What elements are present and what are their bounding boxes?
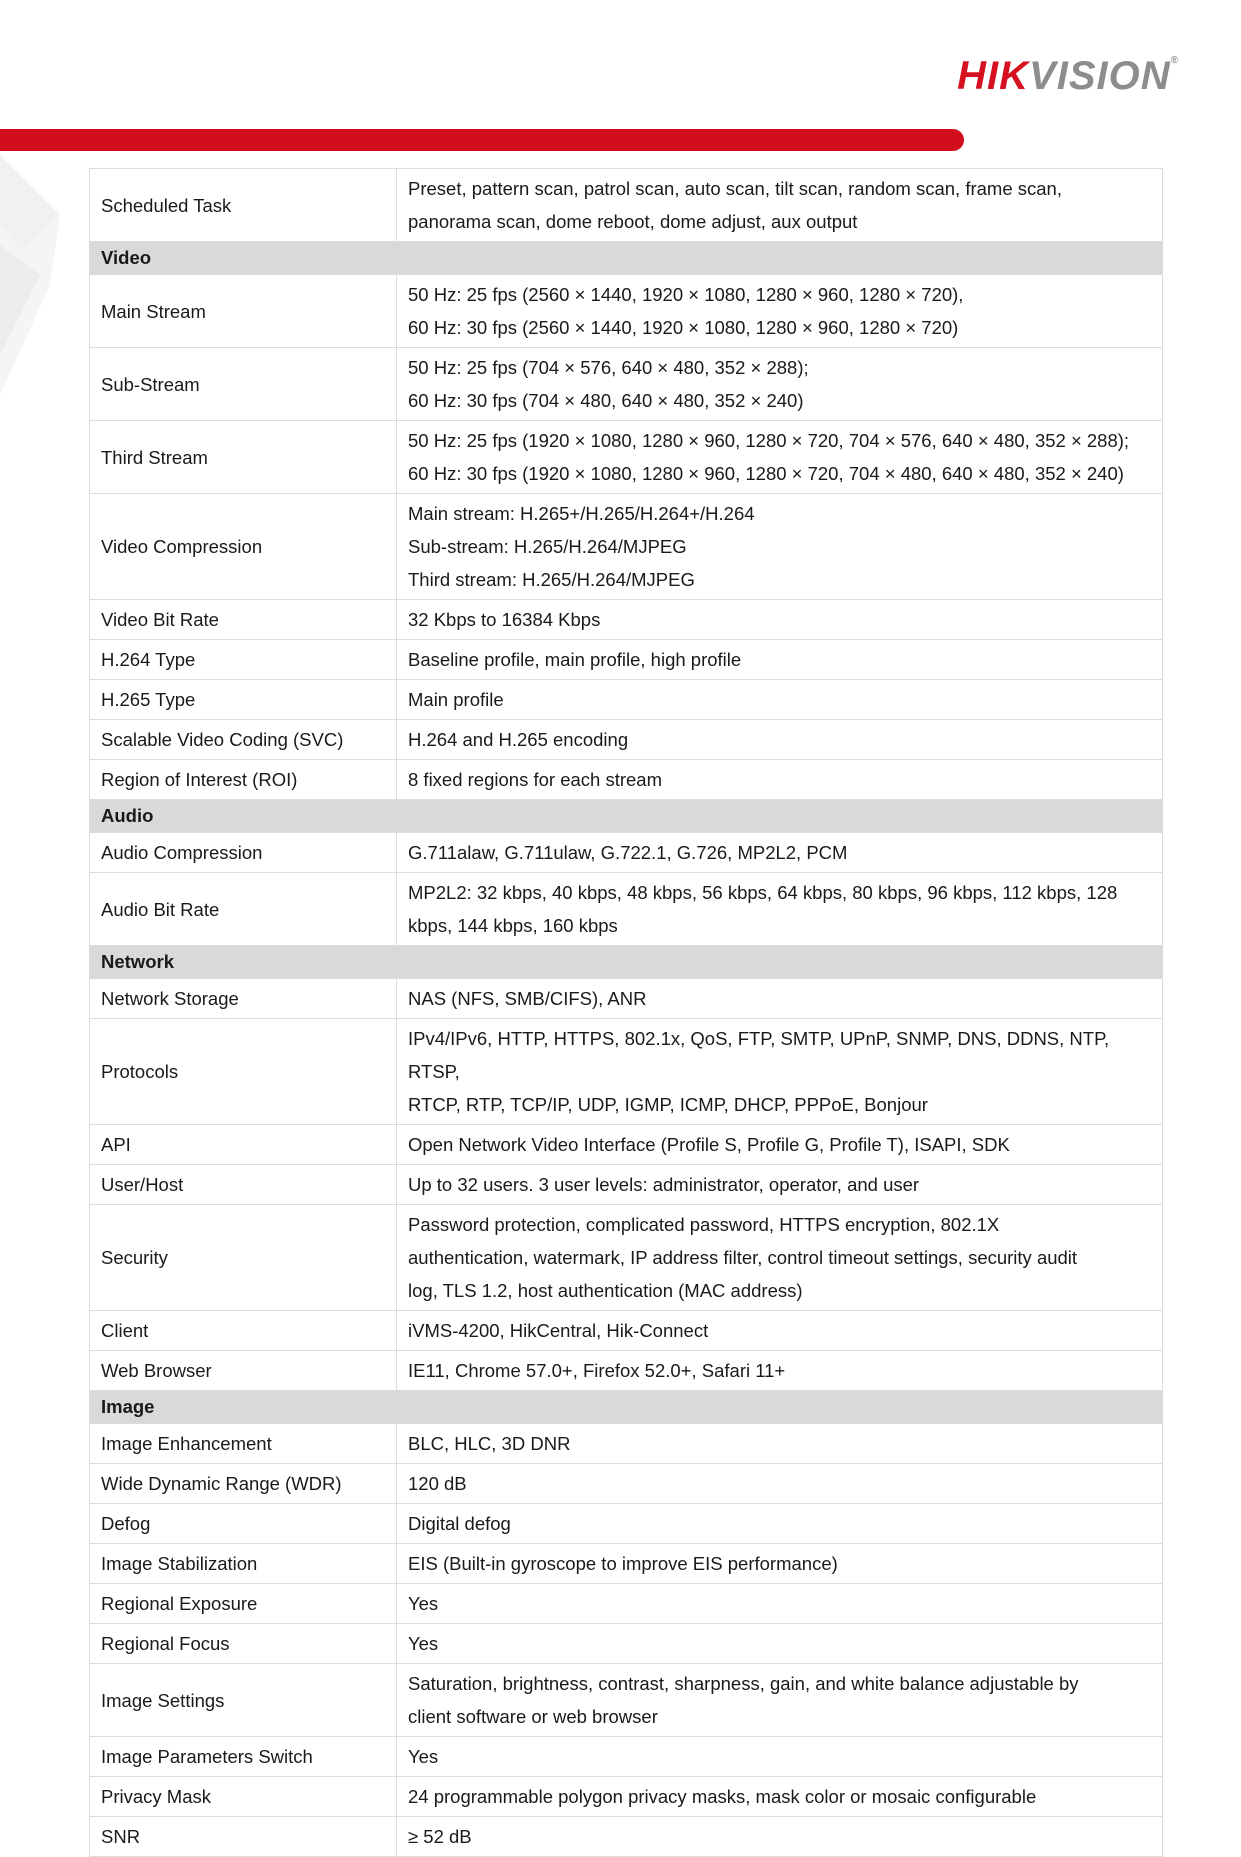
- spec-row: [90, 348, 1163, 421]
- spec-row: [90, 1737, 1163, 1777]
- spec-value-line: G.711alaw, G.711ulaw, G.722.1, G.726, MP2L2, PCM: [408, 842, 848, 863]
- spec-value-line: log, TLS 1.2, host authentication (MAC address): [408, 1280, 803, 1301]
- spec-value: [397, 1544, 1163, 1584]
- spec-row: [90, 275, 1163, 348]
- spec-value-line: 60 Hz: 30 fps (2560 × 1440, 1920 × 1080, 1280 × 960, 1280 × 720): [408, 317, 959, 338]
- spec-value: [397, 275, 1163, 348]
- spec-value: [397, 1019, 1163, 1125]
- spec-value-line: Up to 32 users. 3 user levels: administrator, operator, and user: [408, 1174, 920, 1195]
- spec-value-line: RTCP, RTP, TCP/IP, UDP, IGMP, ICMP, DHCP, PPPoE, Bonjour: [408, 1094, 928, 1115]
- spec-value-line: Yes: [408, 1746, 439, 1767]
- spec-value: [397, 720, 1163, 760]
- spec-row: [90, 1817, 1163, 1857]
- spec-value-line: IPv4/IPv6, HTTP, HTTPS, 802.1x, QoS, FTP, SMTP, UPnP, SNMP, DNS, DDNS, NTP, RTSP,: [408, 1028, 1110, 1082]
- spec-value-line: Sub-stream: H.265/H.264/MJPEG: [408, 536, 687, 557]
- spec-value-line: panorama scan, dome reboot, dome adjust, aux output: [408, 211, 858, 232]
- spec-value-line: 120 dB: [408, 1473, 467, 1494]
- spec-row: [90, 1351, 1163, 1391]
- spec-label: Region of Interest (ROI): [90, 760, 397, 800]
- spec-row: [90, 640, 1163, 680]
- spec-label: H.264 Type: [90, 640, 397, 680]
- section-title: Audio: [90, 800, 1163, 833]
- section-header: [90, 800, 1163, 833]
- logo-text-red: HIK: [957, 54, 1030, 98]
- spec-label: Main Stream: [90, 275, 397, 348]
- spec-label: Web Browser: [90, 1351, 397, 1391]
- spec-label: Image Stabilization: [90, 1544, 397, 1584]
- spec-value-line: 60 Hz: 30 fps (1920 × 1080, 1280 × 960, 1280 × 720, 704 × 480, 640 × 480, 352 × 240): [408, 463, 1124, 484]
- spec-value-line: Third stream: H.265/H.264/MJPEG: [408, 569, 695, 590]
- logo-text-grey: VISION: [1029, 54, 1171, 98]
- spec-value-line: MP2L2: 32 kbps, 40 kbps, 48 kbps, 56 kbps, 64 kbps, 80 kbps, 96 kbps, 112 kbps, 128: [408, 882, 1118, 903]
- spec-row: [90, 1424, 1163, 1464]
- spec-row: [90, 1205, 1163, 1311]
- spec-value: [397, 1777, 1163, 1817]
- spec-row: [90, 720, 1163, 760]
- spec-label: Image Settings: [90, 1664, 397, 1737]
- spec-value: [397, 1464, 1163, 1504]
- spec-row: [90, 1464, 1163, 1504]
- spec-value-line: kbps, 144 kbps, 160 kbps: [408, 915, 618, 936]
- spec-value-line: EIS (Built-in gyroscope to improve EIS performance): [408, 1553, 838, 1574]
- header-accent-bar: [0, 129, 964, 151]
- section-header: [90, 1391, 1163, 1424]
- spec-value: [397, 680, 1163, 720]
- spec-row: [90, 1777, 1163, 1817]
- spec-value-line: H.264 and H.265 encoding: [408, 729, 629, 750]
- spec-label: Scalable Video Coding (SVC): [90, 720, 397, 760]
- spec-row: [90, 873, 1163, 946]
- spec-row: [90, 833, 1163, 873]
- spec-label: Wide Dynamic Range (WDR): [90, 1464, 397, 1504]
- hikvision-logo: [957, 56, 1179, 96]
- spec-value-line: 50 Hz: 25 fps (1920 × 1080, 1280 × 960, 1280 × 720, 704 × 576, 640 × 480, 352 × 288);: [408, 430, 1130, 451]
- spec-row: [90, 494, 1163, 600]
- decorative-star-shape: [0, 155, 70, 405]
- spec-value: [397, 1817, 1163, 1857]
- spec-row: [90, 1664, 1163, 1737]
- spec-label: Defog: [90, 1504, 397, 1544]
- spec-value-line: ≥ 52 dB: [408, 1826, 472, 1847]
- spec-row: [90, 600, 1163, 640]
- spec-row: [90, 1624, 1163, 1664]
- spec-label: Video Compression: [90, 494, 397, 600]
- spec-value: [397, 1664, 1163, 1737]
- spec-row: [90, 1584, 1163, 1624]
- section-title: Network: [90, 946, 1163, 979]
- spec-label: Scheduled Task: [90, 169, 397, 242]
- spec-value-line: 24 programmable polygon privacy masks, mask color or mosaic configurable: [408, 1786, 1037, 1807]
- spec-value-line: Saturation, brightness, contrast, sharpness, gain, and white balance adjustable by: [408, 1673, 1079, 1694]
- section-header: [90, 242, 1163, 275]
- spec-row: [90, 979, 1163, 1019]
- spec-label: Privacy Mask: [90, 1777, 397, 1817]
- section-title: Image: [90, 1391, 1163, 1424]
- spec-value-line: Open Network Video Interface (Profile S, Profile G, Profile T), ISAPI, SDK: [408, 1134, 1010, 1155]
- spec-value-line: IE11, Chrome 57.0+, Firefox 52.0+, Safari 11+: [408, 1360, 786, 1381]
- spec-label: Audio Bit Rate: [90, 873, 397, 946]
- spec-value-line: BLC, HLC, 3D DNR: [408, 1433, 571, 1454]
- spec-label: Network Storage: [90, 979, 397, 1019]
- spec-value: [397, 1504, 1163, 1544]
- spec-value-line: 60 Hz: 30 fps (704 × 480, 640 × 480, 352 × 240): [408, 390, 804, 411]
- registered-mark: ®: [1170, 55, 1179, 66]
- spec-label: Sub-Stream: [90, 348, 397, 421]
- spec-row: [90, 169, 1163, 242]
- section-title: Video: [90, 242, 1163, 275]
- spec-value-line: Yes: [408, 1633, 439, 1654]
- spec-value-line: Digital defog: [408, 1513, 511, 1534]
- spec-value: [397, 169, 1163, 242]
- spec-row: [90, 1165, 1163, 1205]
- spec-label: Image Parameters Switch: [90, 1737, 397, 1777]
- section-header: [90, 946, 1163, 979]
- spec-value-line: Main stream: H.265+/H.265/H.264+/H.264: [408, 503, 755, 524]
- spec-row: [90, 1544, 1163, 1584]
- spec-label: Regional Exposure: [90, 1584, 397, 1624]
- spec-value-line: 50 Hz: 25 fps (704 × 576, 640 × 480, 352 × 288);: [408, 357, 809, 378]
- spec-label: Video Bit Rate: [90, 600, 397, 640]
- spec-label: Third Stream: [90, 421, 397, 494]
- spec-value: [397, 600, 1163, 640]
- spec-label: H.265 Type: [90, 680, 397, 720]
- spec-row: [90, 1125, 1163, 1165]
- spec-label: Audio Compression: [90, 833, 397, 873]
- spec-value: [397, 1584, 1163, 1624]
- spec-value: [397, 348, 1163, 421]
- spec-value: [397, 1311, 1163, 1351]
- spec-value-line: Baseline profile, main profile, high profile: [408, 649, 742, 670]
- spec-value-line: client software or web browser: [408, 1706, 658, 1727]
- spec-value: [397, 873, 1163, 946]
- spec-value-line: iVMS-4200, HikCentral, Hik-Connect: [408, 1320, 709, 1341]
- spec-row: [90, 760, 1163, 800]
- spec-label: SNR: [90, 1817, 397, 1857]
- spec-label: API: [90, 1125, 397, 1165]
- spec-value: [397, 979, 1163, 1019]
- spec-value: [397, 1424, 1163, 1464]
- spec-value: [397, 1205, 1163, 1311]
- spec-label: Client: [90, 1311, 397, 1351]
- spec-value: [397, 760, 1163, 800]
- spec-value-line: 32 Kbps to 16384 Kbps: [408, 609, 601, 630]
- spec-value: [397, 1165, 1163, 1205]
- spec-label: User/Host: [90, 1165, 397, 1205]
- spec-value-line: authentication, watermark, IP address filter, control timeout settings, security audit: [408, 1247, 1078, 1268]
- spec-value-line: 50 Hz: 25 fps (2560 × 1440, 1920 × 1080, 1280 × 960, 1280 × 720),: [408, 284, 964, 305]
- spec-row: [90, 1504, 1163, 1544]
- spec-value: [397, 640, 1163, 680]
- spec-value-line: Password protection, complicated password, HTTPS encryption, 802.1X: [408, 1214, 1000, 1235]
- spec-value-line: Preset, pattern scan, patrol scan, auto scan, tilt scan, random scan, frame scan,: [408, 178, 1062, 199]
- spec-value-line: 8 fixed regions for each stream: [408, 769, 662, 790]
- spec-value: [397, 421, 1163, 494]
- spec-value: [397, 1125, 1163, 1165]
- spec-table: [89, 168, 1163, 1857]
- spec-value: [397, 494, 1163, 600]
- spec-value: [397, 1737, 1163, 1777]
- spec-label: Image Enhancement: [90, 1424, 397, 1464]
- spec-value: [397, 1351, 1163, 1391]
- spec-value-line: Yes: [408, 1593, 439, 1614]
- spec-row: [90, 680, 1163, 720]
- spec-value: [397, 833, 1163, 873]
- spec-row: [90, 421, 1163, 494]
- spec-row: [90, 1019, 1163, 1125]
- spec-label: Regional Focus: [90, 1624, 397, 1664]
- spec-value-line: Main profile: [408, 689, 504, 710]
- spec-label: Protocols: [90, 1019, 397, 1125]
- spec-row: [90, 1311, 1163, 1351]
- spec-value: [397, 1624, 1163, 1664]
- spec-value-line: NAS (NFS, SMB/CIFS), ANR: [408, 988, 647, 1009]
- spec-label: Security: [90, 1205, 397, 1311]
